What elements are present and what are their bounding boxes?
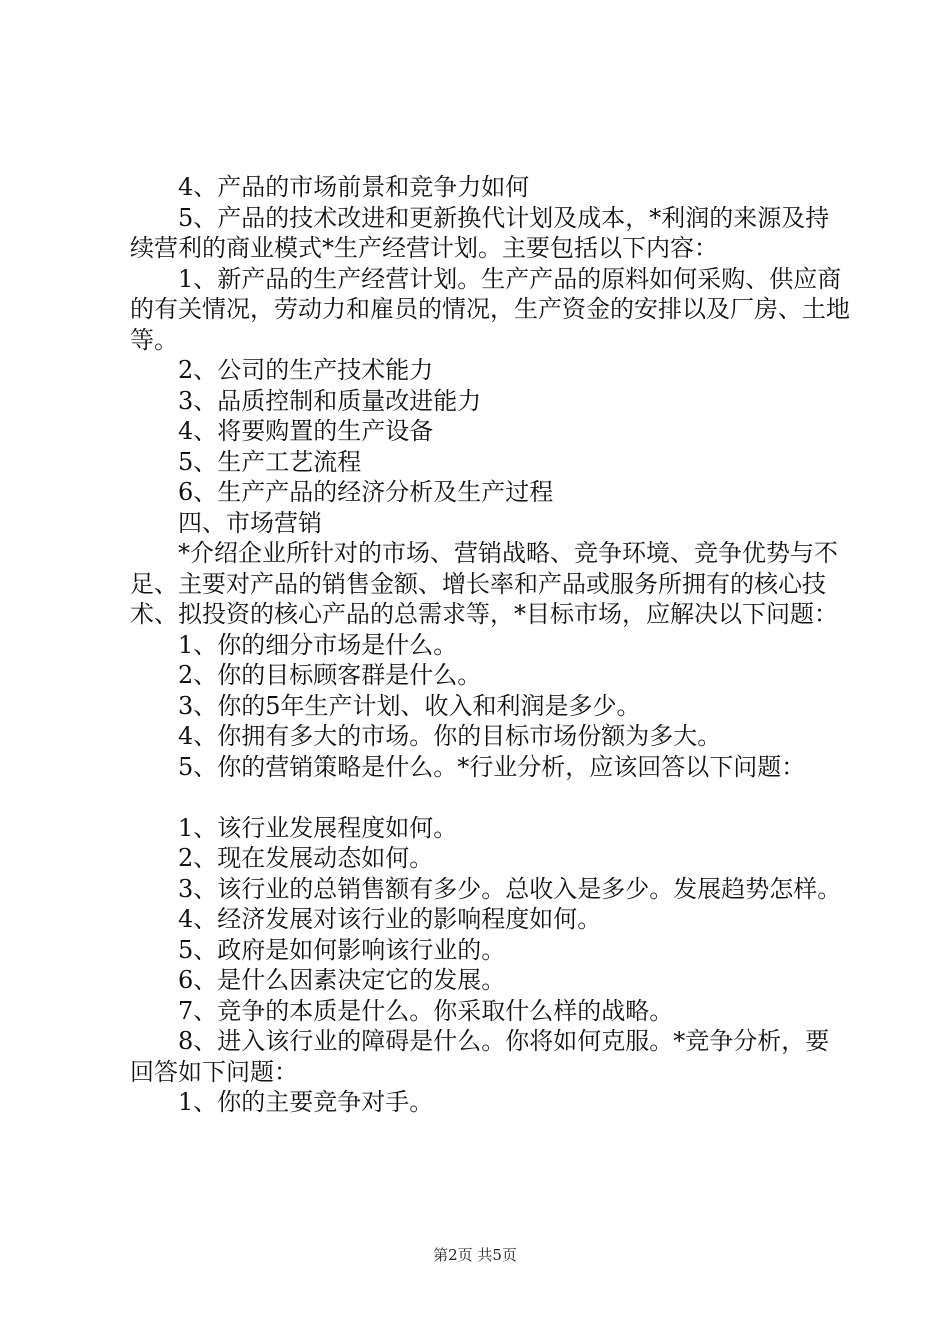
paragraph: 4、产品的市场前景和竞争力如何 <box>178 173 530 201</box>
paragraph: 1、新产品的生产经营计划。生产产品的原料如何采购、供应商的有关情况，劳动力和雇员的情况，生产资金的安排以及厂房、土地等。 <box>130 264 850 354</box>
paragraph: 4、你拥有多大的市场。你的目标市场份额为多大。 <box>178 722 722 750</box>
paragraph: 2、现在发展动态如何。 <box>178 844 434 872</box>
paragraph: 5、你的营销策略是什么。*行业分析，应该回答以下问题： <box>178 752 806 781</box>
paragraph: 3、你的5年生产计划、收入和利润是多少。 <box>178 691 641 720</box>
paragraph: 8、进入该行业的障碍是什么。你将如何克服。*竞争分析，要回答如下问题： <box>130 1027 830 1086</box>
paragraph: 1、你的细分市场是什么。 <box>178 630 458 659</box>
paragraph: 3、该行业的总销售额有多少。总收入是多少。发展趋势怎样。 <box>178 874 842 903</box>
section-heading: 四、市场营销 <box>178 508 322 537</box>
paragraph: 1、该行业发展程度如何。 <box>178 813 458 842</box>
paragraph: 4、经济发展对该行业的影响程度如何。 <box>178 905 602 933</box>
paragraph: 6、生产产品的经济分析及生产过程 <box>178 478 554 506</box>
paragraph: 2、你的目标顾客群是什么。 <box>178 661 482 689</box>
document-body <box>130 172 850 1118</box>
paragraph: 5、政府是如何影响该行业的。 <box>178 935 506 964</box>
page-footer: 第2页 共5页 <box>433 1246 517 1264</box>
paragraph: 3、品质控制和质量改进能力 <box>178 386 482 415</box>
blank-line <box>130 782 850 813</box>
paragraph: *介绍企业所针对的市场、营销战略、竞争环境、竞争优势与不足、主要对产品的销售金额、增长率和产品或服务所拥有的核心技术、拟投资的核心产品的总需求等，*目标市场，应解决以下问题： <box>130 539 838 628</box>
paragraph: 2、公司的生产技术能力 <box>178 356 434 384</box>
paragraph: 4、将要购置的生产设备 <box>178 417 434 445</box>
paragraph: 5、产品的技术改进和更新换代计划及成本，*利润的来源及持续营利的商业模式*生产经营计划。主要包括以下内容： <box>130 203 830 262</box>
paragraph: 1、你的主要竞争对手。 <box>178 1088 434 1116</box>
paragraph: 6、是什么因素决定它的发展。 <box>178 966 506 994</box>
paragraph: 7、竞争的本质是什么。你采取什么样的战略。 <box>178 996 674 1025</box>
paragraph: 5、生产工艺流程 <box>178 447 362 476</box>
